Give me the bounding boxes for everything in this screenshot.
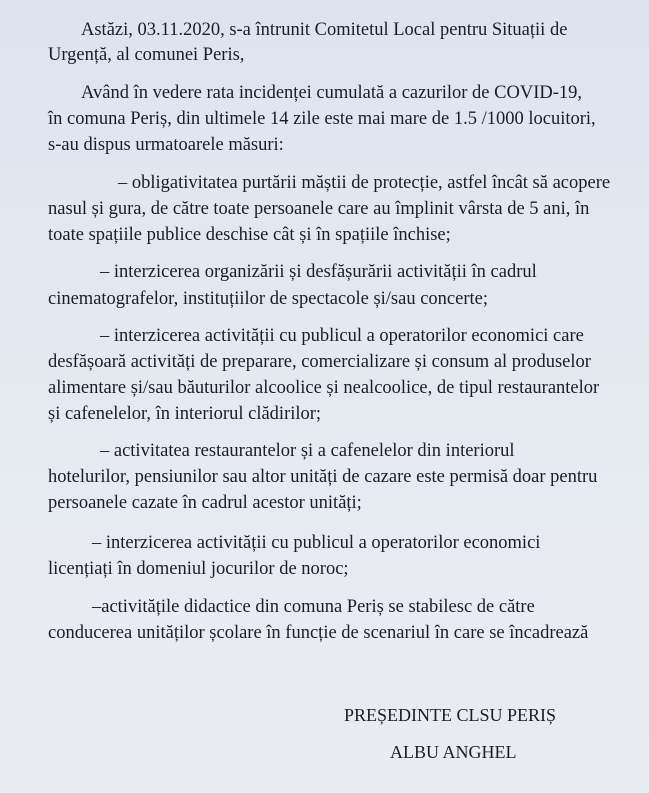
text-line: persoanele cazate în cadrul acestor unități; — [48, 493, 362, 513]
text-line: licențiați în domeniul jocurilor de noroc; — [48, 559, 349, 579]
signature-title: PREȘEDINTE CLSU PERIȘ — [344, 705, 557, 725]
text-line: – activitatea restaurantelor și a cafenelelor din interiorul — [100, 441, 515, 461]
text-line: Urgență, al comunei Peris, — [48, 45, 245, 65]
text-line: Astăzi, 03.11.2020, s-a întrunit Comitetul Local pentru Situații de — [81, 20, 568, 40]
text-line: cinematografelor, instituțiilor de spectacole și/sau concerte; — [48, 289, 489, 309]
text-line: –activitățile didactice din comuna Periș se stabilesc de către — [92, 597, 535, 617]
text-line: alimentare și/sau băuturilor alcoolice și nealcoolice, de tipul restaurantelor — [48, 378, 600, 398]
text-line: – obligativitatea purtării măștii de protecție, astfel încât să acopere — [118, 173, 611, 193]
text-line: și cafenelelor, în interiorul clădirilor; — [48, 404, 322, 424]
text-line: Având în vedere rata incidenței cumulată a cazurilor de COVID-19, — [81, 83, 582, 103]
text-line: nasul și gura, de către toate persoanele care au împlinit vârsta de 5 ani, în — [48, 199, 590, 219]
text-line: – interzicerea organizării și desfășurării activității în cadrul — [100, 262, 537, 282]
text-line: conducerea unităților școlare în funcție de scenariul în care se încadrează — [48, 623, 589, 643]
text-line: toate spațiile publice deschise cât și în spațiile închise; — [48, 225, 451, 245]
text-line: desfășoară activități de preparare, comercializare și consum al produselor — [48, 352, 591, 372]
text-line: – interzicerea activității cu publicul a operatorilor economici care — [100, 326, 584, 346]
text-line: în comuna Periș, din ultimele 14 zile este mai mare de 1.5 /1000 locuitori, — [48, 109, 596, 129]
text-line: hotelurilor, pensiunilor sau altor unități de cazare este permisă doar pentru — [48, 467, 598, 487]
text-line: – interzicerea activității cu publicul a operatorilor economici — [92, 533, 541, 553]
signature-name: ALBU ANGHEL — [390, 742, 517, 762]
text-line: s-au dispus urmatoarele măsuri: — [48, 135, 284, 155]
